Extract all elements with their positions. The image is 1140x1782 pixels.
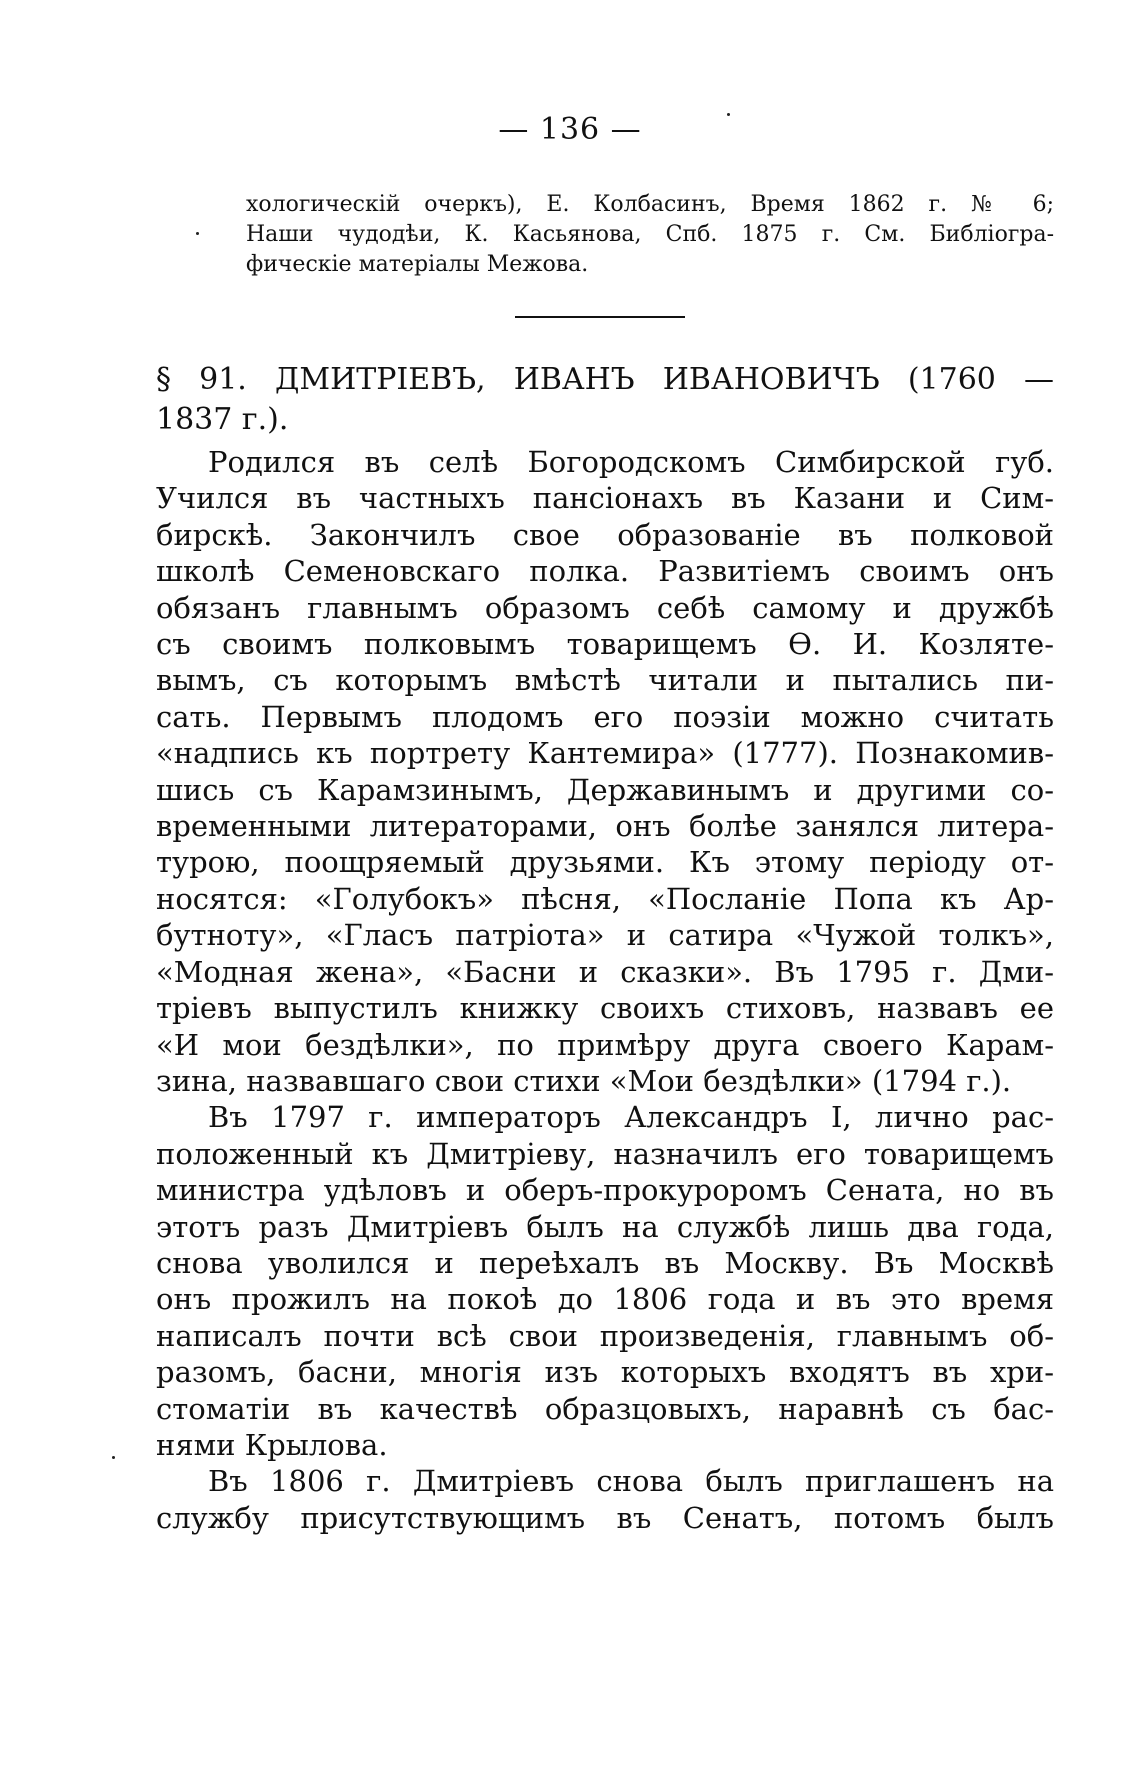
text-line: службу присутствующимъ въ Сенатъ, потомъ былъ bbox=[156, 1500, 1054, 1535]
footnote-line: фическіе матеріалы Межова. bbox=[246, 252, 589, 277]
text-line: этотъ разъ Дмитріевъ былъ на службѣ лишь два года, bbox=[156, 1209, 1054, 1244]
text-line: вымъ, съ которымъ вмѣстѣ читали и пытались пи- bbox=[156, 663, 1054, 698]
text-line: снова уволился и переѣхалъ въ Москву. Въ Москвѣ bbox=[156, 1245, 1054, 1280]
text-line: министра удѣловъ и оберъ-прокуроромъ Сената, но въ bbox=[156, 1173, 1054, 1208]
text-line: положенный къ Дмитріеву, назначилъ его товарищемъ bbox=[156, 1136, 1054, 1171]
text-line: онъ прожилъ на покоѣ до 1806 года и въ это время bbox=[156, 1282, 1054, 1317]
text-line: стоматіи въ качествѣ образцовыхъ, наравнѣ съ бас- bbox=[156, 1391, 1054, 1426]
text-line: обязанъ главнымъ образомъ себѣ самому и дружбѣ bbox=[156, 590, 1054, 625]
heading-line: 1837 г.). bbox=[156, 402, 289, 437]
text-line: носятся: «Голубокъ» пѣсня, «Посланіе Попа къ Ар- bbox=[156, 881, 1054, 916]
footnote-block bbox=[246, 190, 1054, 280]
stray-ink-mark bbox=[727, 113, 730, 116]
text-line: сать. Первымъ плодомъ его поэзіи можно считать bbox=[156, 699, 1054, 734]
text-line: Въ 1797 г. императоръ Александръ I, лично рас- bbox=[208, 1100, 1054, 1135]
footnote-line: хологическій очеркъ), Е. Колбасинъ, Время 1862 г. № 6; bbox=[246, 192, 1054, 217]
text-line: написалъ почти всѣ свои произведенія, главнымъ об- bbox=[156, 1318, 1054, 1353]
text-line: тріевъ выпустилъ книжку своихъ стиховъ, назвавъ ее bbox=[156, 991, 1054, 1026]
text-line: «надпись къ портрету Кантемира» (1777). Познакомив- bbox=[156, 736, 1054, 771]
section-heading bbox=[156, 360, 1054, 440]
text-line: шись съ Карамзинымъ, Державинымъ и другими со- bbox=[156, 772, 1054, 807]
text-line: съ своимъ полковымъ товарищемъ Ѳ. И. Козляте- bbox=[156, 627, 1054, 662]
text-line: разомъ, басни, многія изъ которыхъ входятъ въ хри- bbox=[156, 1355, 1054, 1390]
text-line: «Модная жена», «Басни и сказки». Въ 1795 г. Дми- bbox=[156, 954, 1054, 989]
body-text bbox=[156, 444, 1054, 1536]
text-line: «И мои бездѣлки», по примѣру друга своего Карам- bbox=[156, 1027, 1054, 1062]
stray-ink-mark bbox=[112, 1456, 115, 1459]
text-line: школѣ Семеновскаго полка. Развитіемъ своимъ онъ bbox=[156, 554, 1054, 589]
text-line: Учился въ частныхъ пансіонахъ въ Казани и Сим- bbox=[156, 481, 1054, 516]
paragraph-1 bbox=[156, 444, 1054, 1099]
paragraph-2 bbox=[156, 1099, 1054, 1463]
text-line: турою, поощряемый друзьями. Къ этому періоду от- bbox=[156, 845, 1054, 880]
text-line: Родился въ селѣ Богородскомъ Симбирской губ. bbox=[208, 445, 1054, 479]
text-line: Въ 1806 г. Дмитріевъ снова былъ приглашенъ на bbox=[208, 1464, 1054, 1499]
heading-line: § 91. ДМИТРІЕВЪ, ИВАНЪ ИВАНОВИЧЪ (1760 — bbox=[156, 362, 1054, 397]
page-number: — 136 — bbox=[498, 112, 642, 147]
section-divider bbox=[515, 316, 685, 318]
text-line: бутноту», «Гласъ патріота» и сатира «Чужой толкъ», bbox=[156, 918, 1054, 953]
text-line: бирскѣ. Закончилъ свое образованіе въ полковой bbox=[156, 517, 1054, 552]
footnote-line: Наши чудодѣи, К. Касьянова, Спб. 1875 г. См. Библіогра- bbox=[246, 222, 1054, 247]
text-line: временными литераторами, онъ болѣе занялся литера- bbox=[156, 809, 1054, 844]
stray-ink-mark bbox=[196, 232, 199, 235]
text-line: нями Крылова. bbox=[156, 1427, 388, 1462]
paragraph-3 bbox=[156, 1463, 1054, 1536]
text-line: зина, назвавшаго свои стихи «Мои бездѣлки» (1794 г.). bbox=[156, 1063, 1012, 1098]
